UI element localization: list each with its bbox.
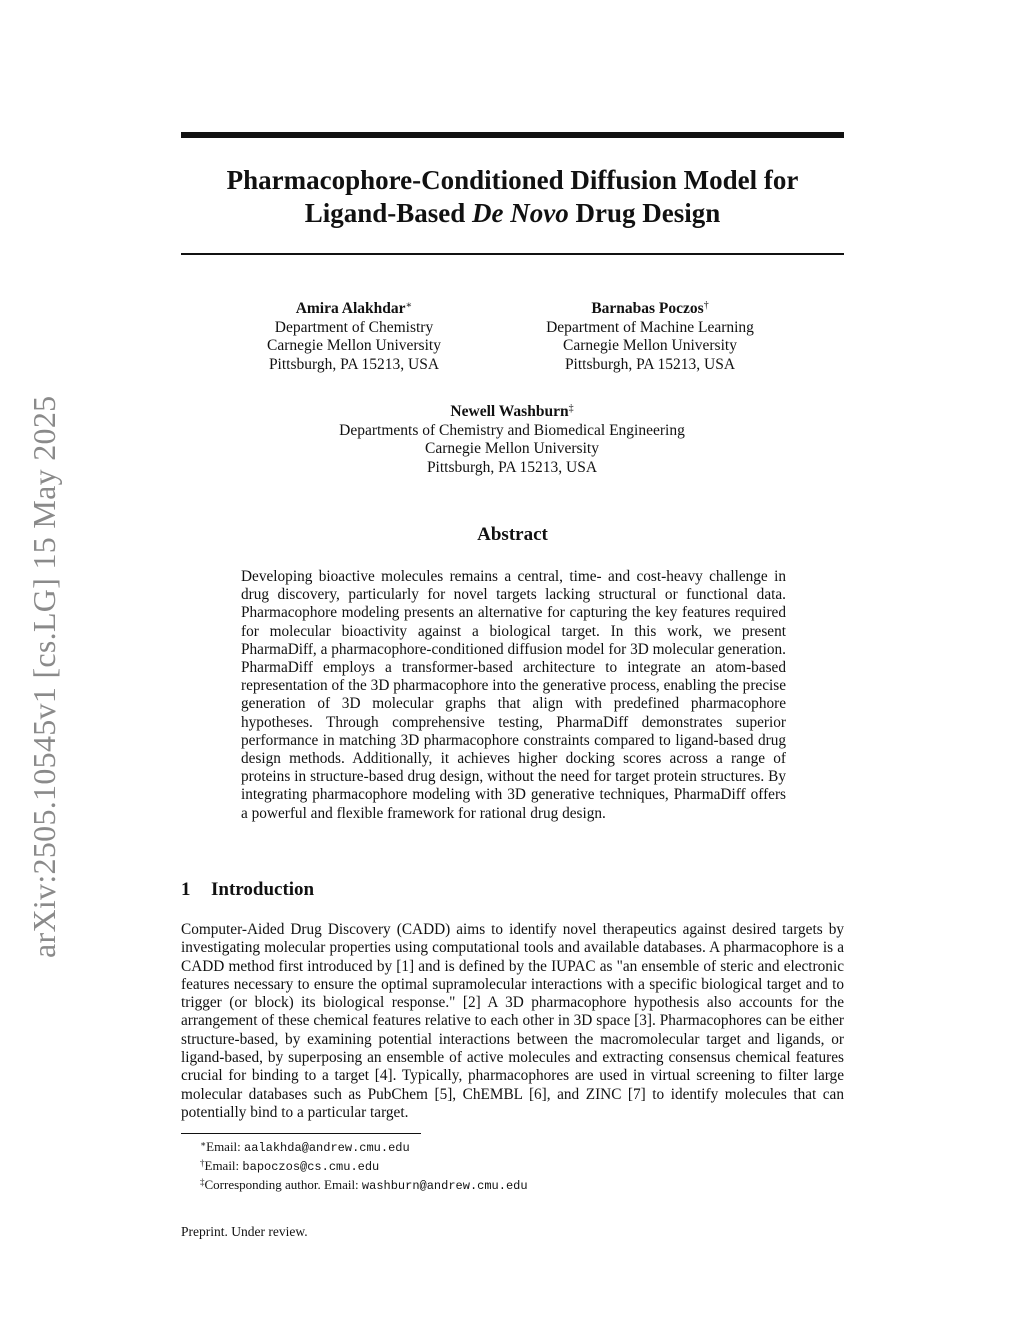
title-top-rule xyxy=(181,132,844,138)
author-department: Department of Chemistry xyxy=(274,318,434,336)
footnote-item xyxy=(200,1176,840,1195)
author-name: Amira Alakhdar xyxy=(295,300,406,317)
footnote-label: Email: xyxy=(204,1158,243,1173)
paper-title xyxy=(181,164,844,230)
author-address: Pittsburgh, PA 15213, USA xyxy=(564,355,736,373)
title-line-2-suffix: Drug Design xyxy=(568,198,721,228)
author-address: Pittsburgh, PA 15213, USA xyxy=(268,355,440,373)
abstract-heading: Abstract xyxy=(477,524,548,545)
author-name: Newell Washburn xyxy=(450,403,569,420)
author-department: Department of Machine Learning xyxy=(546,318,754,336)
footnote-email[interactable]: aalakhda@andrew.cmu.edu xyxy=(244,1141,410,1155)
author-address: Pittsburgh, PA 15213, USA xyxy=(426,458,598,476)
author-footnote-mark[interactable]: ‡ xyxy=(568,403,574,414)
footnote-mark: † xyxy=(200,1158,205,1168)
title-bottom-rule xyxy=(181,253,844,255)
abstract-text: Developing bioactive molecules remains a central, time- and cost-heavy challenge in drug discovery, particularly for novel targets lacking structural or functional data. Pharmacophore modeling presents an alternative for capturing the key features required for molecular bioactivity against a biological target. In this work, we present PharmaDiff, a pharmacophore-conditioned diffusion model for 3D molecular generation. PharmaDiff employs a transformer-based architecture to integrate an atom-based representation of the 3D pharmacophore into the generative process, enabling the precise generation of 3D molecular graphs that align with predefined pharmacophore hypotheses. Through comprehensive testing, PharmaDiff demonstrates superior performance in matching 3D pharmacophore constraints compared to ligand-based drug design methods. Additionally, it achieves higher docking scores across a range of proteins in structure-based drug design, without the need for target protein structures. By integrating pharmacophore modeling with 3D generative techniques, PharmaDiff offers a powerful and flexible framework for rational drug design. xyxy=(241,568,786,822)
author-block-2 xyxy=(520,300,780,374)
author-university: Carnegie Mellon University xyxy=(563,337,737,354)
author-university: Carnegie Mellon University xyxy=(425,440,599,457)
author-footnote-mark[interactable]: ∗ xyxy=(405,300,413,311)
author-university: Carnegie Mellon University xyxy=(267,337,441,354)
footnote-item xyxy=(200,1138,840,1157)
page-footer: Preprint. Under review. xyxy=(181,1224,308,1239)
footnote-item xyxy=(200,1157,840,1176)
footnote-email[interactable]: bapoczos@cs.cmu.edu xyxy=(242,1160,380,1174)
author-name: Barnabas Poczos xyxy=(591,300,704,317)
footnote-mark: ∗ xyxy=(200,1139,207,1149)
section-title: Introduction xyxy=(211,879,315,900)
title-line-2-italic: De Novo xyxy=(472,198,569,228)
author-block-1 xyxy=(222,300,486,374)
author-department: Departments of Chemistry and Biomedical Engineering xyxy=(339,421,685,439)
title-line-2-prefix: Ligand-Based xyxy=(304,198,473,228)
section-number: 1 xyxy=(181,879,191,900)
footnote-label: Email: xyxy=(206,1139,245,1154)
section-heading xyxy=(181,879,681,901)
title-line-2 xyxy=(181,197,844,230)
arxiv-identifier-stamp[interactable]: arXiv:2505.10545v1 [cs.LG] 15 May 2025 xyxy=(26,395,62,958)
footnote-label: Corresponding author. Email: xyxy=(204,1177,362,1192)
author-footnote-mark[interactable]: † xyxy=(703,300,709,311)
footnote-mark: ‡ xyxy=(200,1177,205,1187)
introduction-text: Computer-Aided Drug Discovery (CADD) aims to identify novel therapeutics against desired targets by investigating molecular properties using computational tools and available databases. A pharmacophore is a CADD method first introduced by [1] and is defined by the IUPAC as "an ensemble of steric and electronic features necessary to ensure the optimal supramolecular interactions with a specific biological target and to trigger (or block) its biological response." [2] A 3D pharmacophore hypothesis also accounts for the arrangement of these chemical features relative to each other in 3D space [3]. Pharmacophores can be either structure-based, by examining potential interactions between the macromolecular target and ligands, or ligand-based, by superposing an ensemble of active molecules and extracting consensus chemical features crucial for binding to a target [4]. Typically, pharmacophores are used in virtual screening to filter large molecular databases such as PubChem [5], ChEMBL [6], and ZINC [7] to identify molecules that can potentially bind to a particular target. xyxy=(181,921,844,1121)
footnote-rule xyxy=(181,1133,421,1134)
footnote-email[interactable]: washburn@andrew.cmu.edu xyxy=(361,1179,528,1193)
author-block-3 xyxy=(292,403,732,477)
title-line-1: Pharmacophore-Conditioned Diffusion Model for xyxy=(226,165,799,195)
footnotes xyxy=(200,1138,840,1195)
